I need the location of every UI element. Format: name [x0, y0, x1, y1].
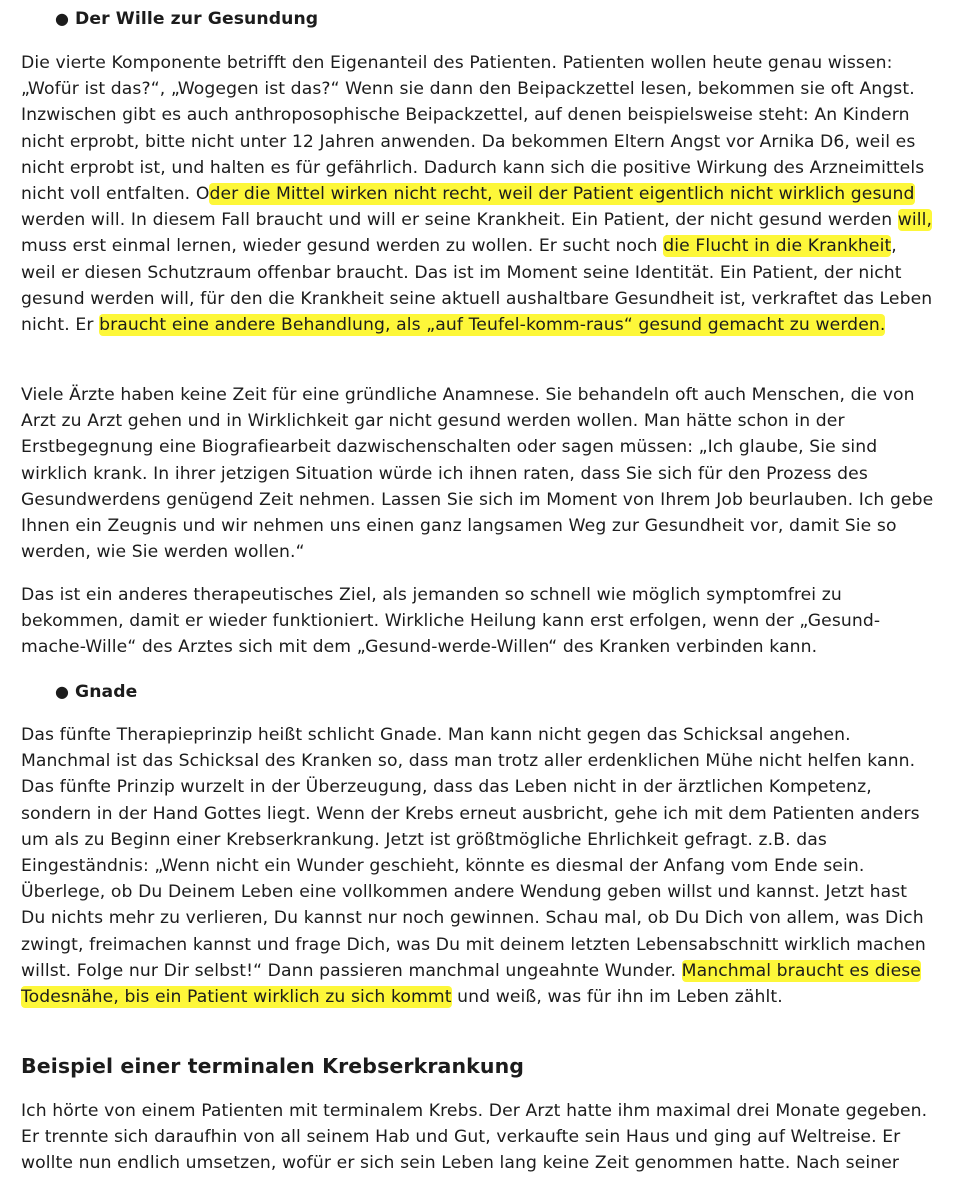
paragraph-gnade — [21, 722, 936, 1010]
highlight: will, — [897, 210, 933, 231]
bullet-dot-icon: ● — [55, 9, 70, 28]
paragraph-therapeutisches-ziel: Das ist ein anderes therapeutisches Ziel, als jemanden so schnell wie möglich symptomfrei zu bekommen, damit er wieder funktioniert. Wirkliche Heilung kann erst erfolgen, wenn der „Gesund-mache-Wille“ des Arztes sich mit dem „Gesund-werde-Willen“ des Kranken verbinden kann. — [21, 585, 881, 658]
text-run: Die vierte Komponente betrifft den Eigenanteil des Patienten. Patienten wollen heute genau wissen: „Wofür ist das?“, „Wogegen ist das?“ Wenn sie dann den Beipackzettel lesen, bekommen sie oft Angst. Inzwischen gibt es auch anthroposophische Beipackzettel, auf denen beispielsweise steht: An Kindern nicht erprobt, bitte nicht unter 12 Jahren anwenden. Da bekommen Eltern Angst vor Arnika D6, weil es nicht erprobt ist, und halten es für gefährlich. Dadurch kann sich die positive Wirkung des Arzneimittels nicht voll entfalten. O — [21, 53, 925, 205]
text-run: und weiß, was für ihn im Leben zählt. — [451, 987, 783, 1008]
paragraph-beispiel: Ich hörte von einem Patienten mit terminalem Krebs. Der Arzt hatte ihm maximal drei Monate gegeben. Er trennte sich daraufhin von all seinem Hab und Gut, verkaufte sein Haus und ging auf Weltreise. Er wollte nun endlich umsetzen, wofür er sich sein Leben lang keine Zeit genommen hatte. Nach seiner — [21, 1101, 928, 1174]
paragraph-wille — [21, 50, 936, 338]
paragraph-anamnese: Viele Ärzte haben keine Zeit für eine gründliche Anamnese. Sie behandeln oft auch Menschen, die von Arzt zu Arzt gehen und in Wirklichkeit gar nicht gesund werden wollen. Man hätte schon in der Erstbegegnung eine Biografiearbeit dazwischenschalten oder sagen müssen: „Ich glaube, Sie sind wirklich krank. In ihrer jetzigen Situation würde ich ihnen raten, dass Sie sich für den Prozess des Gesundwerdens genügend Zeit nehmen. Lassen Sie sich im Moment von Ihrem Job beurlauben. Ich gebe Ihnen ein Zeugnis und wir nehmen uns einen ganz langsamen Weg zur Gesundheit vor, damit Sie so werden, wie Sie werden wollen.“ — [21, 385, 934, 563]
text-run: , weil er diesen Schutzraum offenbar braucht. Das ist im Moment seine Identität. Ein Patient, der nicht gesund werden will, für den die Krankheit seine aktuell aushaltbare Gesundheit ist, verkraftet das Leben nicht. Er — [21, 236, 933, 336]
text-run: muss erst einmal lernen, wieder gesund werden zu wollen. Er sucht noch — [21, 236, 664, 257]
highlight: der die Mittel wirken nicht recht, weil der Patient eigentlich nicht wirklich gesund — [209, 184, 915, 205]
highlight: Manchmal braucht es diese Todesnähe, bis ein Patient wirklich zu sich kommt — [21, 960, 921, 1008]
section-heading: Beispiel einer terminalen Krebserkrankung — [21, 1054, 525, 1078]
highlight: die Flucht in die Krankheit — [663, 236, 892, 257]
bullet-label: Gnade — [75, 682, 138, 702]
bullet-label: Der Wille zur Gesundung — [75, 9, 319, 29]
text-run: werden will. In diesem Fall braucht und will er seine Krankheit. Ein Patient, der nicht gesund werden — [21, 210, 898, 231]
text-run: Das fünfte Therapieprinzip heißt schlicht Gnade. Man kann nicht gegen das Schicksal angehen. Manchmal ist das Schicksal des Kranken so, dass man trotz aller erdenklichen Mühe nicht helfen kann. Das fünfte Prinzip wurzelt in der Überzeugung, dass das Leben nicht in der ärztlichen Kompetenz, sondern in der Hand Gottes liegt. Wenn der Krebs erneut ausbricht, gehe ich mit dem Patienten anders um als zu Beginn einer Krebserkrankung. Jetzt ist größtmögliche Ehrlichkeit gefragt. z.B. das Eingeständnis: „Wenn nicht ein Wunder geschieht, könnte es diesmal der Anfang vom Ende sein. Überlege, ob Du Deinem Leben eine vollkommen andere Wendung geben willst und kannst. Jetzt hast Du nichts mehr zu verlieren, Du kannst nur noch gewinnen. Schau mal, ob Du Dich von allem, was Dich zwingt, freimachen kannst und frage Dich, was Du mit deinem letzten Lebensabschnitt wirklich machen willst. Folge nur Dir selbst!“ Dann passieren manchmal ungeahnte Wunder. — [21, 725, 926, 981]
bullet-dot-icon: ● — [55, 682, 70, 701]
highlight: braucht eine andere Behandlung, als „auf Teufel-komm-raus“ gesund gemacht zu werden. — [99, 315, 886, 336]
